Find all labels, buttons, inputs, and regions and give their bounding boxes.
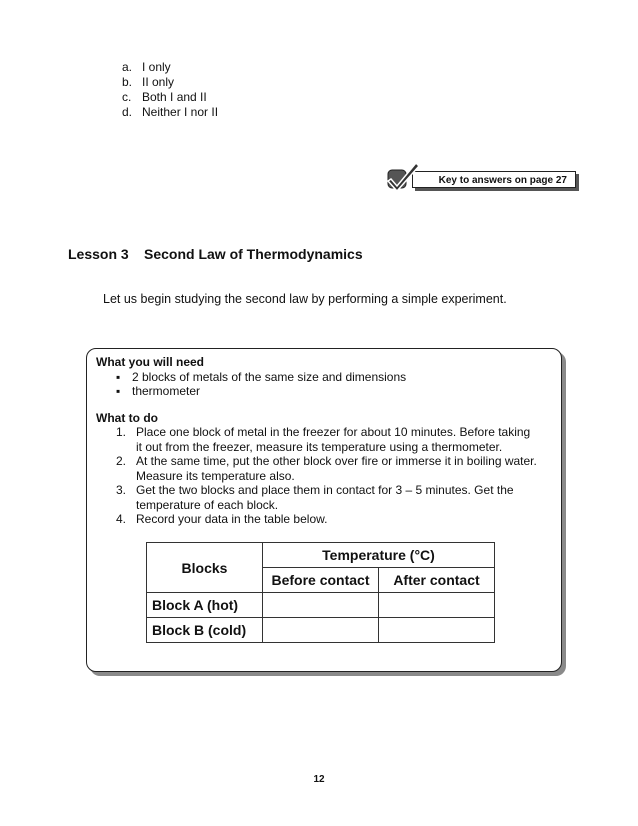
intro-text: Let us begin studying the second law by performing a simple experiment. [103, 292, 507, 306]
lesson-name: Second Law of Thermodynamics [144, 246, 363, 262]
choice-c: c. Both I and II [122, 90, 207, 104]
before-cell[interactable] [263, 593, 379, 618]
material-item: ▪ thermometer [116, 384, 556, 399]
after-cell[interactable] [379, 618, 495, 643]
step-item: 4. Record your data in the table below. [116, 512, 328, 526]
activity-content [96, 355, 556, 527]
materials-list [96, 370, 556, 399]
lesson-number: Lesson 3 [68, 246, 129, 262]
table-header-row [147, 543, 495, 568]
step-item: 1. Place one block of metal in the freezer for about 10 minutes. Before taking it out from the freezer, measure its temperature using a thermometer. [116, 425, 531, 454]
material-item: ▪ 2 blocks of metals of the same size and dimensions [116, 370, 556, 385]
blocks-header: Blocks [147, 543, 263, 593]
answer-key-label: Key to answers on page 27 [412, 171, 576, 188]
after-contact-header: After contact [379, 568, 495, 593]
data-table [146, 542, 495, 643]
before-cell[interactable] [263, 618, 379, 643]
choice-d: d. Neither I nor II [122, 105, 219, 119]
answer-key-callout [382, 160, 578, 194]
table-row [147, 618, 495, 643]
before-contact-header: Before contact [263, 568, 379, 593]
table-row [147, 593, 495, 618]
temperature-header: Temperature (°C) [263, 543, 495, 568]
answer-choices [122, 60, 218, 120]
after-cell[interactable] [379, 593, 495, 618]
lesson-title [68, 246, 363, 262]
steps-list [96, 425, 556, 527]
checkmark-icon [382, 160, 422, 194]
activity-box [86, 348, 562, 672]
row-label: Block B (cold) [147, 618, 263, 643]
need-heading: What you will need [96, 355, 205, 369]
choice-a: a. I only [122, 60, 171, 74]
choice-b: b. II only [122, 75, 175, 89]
row-label: Block A (hot) [147, 593, 263, 618]
step-item: 2. At the same time, put the other block over fire or immerse it in boiling water. Measure its temperature also. [116, 454, 537, 483]
page-number: 12 [313, 774, 325, 785]
step-item: 3. Get the two blocks and place them in contact for 3 – 5 minutes. Get the temperature of each block. [116, 483, 514, 512]
todo-heading: What to do [96, 410, 158, 425]
